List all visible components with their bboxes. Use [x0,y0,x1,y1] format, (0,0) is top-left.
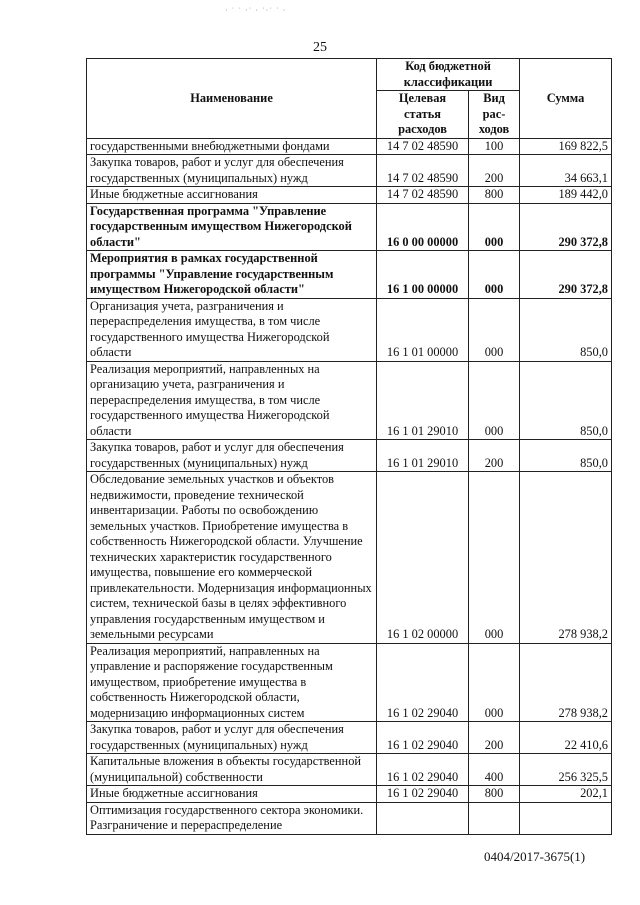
header-name: Наименование [87,59,377,139]
row-name: государственными внебюджетными фондами [87,138,377,155]
row-sum: 290 372,8 [520,203,612,251]
row-target-code: 16 0 00 00000 [377,203,469,251]
header-expense-kind: Вид рас-ходов [468,91,519,139]
page-number: 25 [313,40,327,55]
row-expense-kind: 200 [468,722,519,754]
header-budget-code: Код бюджетной классификации [377,59,520,91]
row-target-code: 16 1 00 00000 [377,251,469,299]
row-target-code: 14 7 02 48590 [377,187,469,204]
row-expense-kind: 100 [468,138,519,155]
row-sum [520,802,612,834]
row-expense-kind: 800 [468,786,519,803]
table-row [87,361,612,440]
table-row [87,643,612,722]
row-target-code: 16 1 02 29040 [377,643,469,722]
row-name: Закупка товаров, работ и услуг для обеспечения государственных (муниципальных) нужд [87,722,377,754]
row-expense-kind: 000 [468,203,519,251]
row-sum: 202,1 [520,786,612,803]
table-row [87,440,612,472]
row-target-code: 14 7 02 48590 [377,138,469,155]
table-row [87,138,612,155]
table-row [87,722,612,754]
row-name: Организация учета, разграничения и перераспределения имущества, в том числе государственного имущества Нижегородской области [87,298,377,361]
table-row [87,187,612,204]
row-sum: 278 938,2 [520,472,612,644]
row-expense-kind: 400 [468,754,519,786]
row-target-code [377,802,469,834]
row-target-code: 16 1 01 00000 [377,298,469,361]
table-body [87,138,612,834]
table-row [87,251,612,299]
row-target-code: 16 1 01 29010 [377,361,469,440]
table-row [87,298,612,361]
row-name: Закупка товаров, работ и услуг для обеспечения государственных (муниципальных) нужд [87,440,377,472]
row-target-code: 16 1 02 00000 [377,472,469,644]
row-sum: 850,0 [520,440,612,472]
row-name: Капитальные вложения в объекты государственной (муниципальной) собственности [87,754,377,786]
row-target-code: 16 1 02 29040 [377,786,469,803]
row-sum: 850,0 [520,298,612,361]
row-name: Обследование земельных участков и объектов недвижимости, проведение технической инвентаризации. Работы по освобождению земельных участков. Приобретение имущества в собственность Нижегородской области. Улучшение технических характеристик государственного имущества, повышение его коммерческой привлекательности. Модернизация информационных систем, технической базы в целях эффективного управления государственным имуществом и земельными ресурсами [87,472,377,644]
row-name: Мероприятия в рамках государственной программы "Управление государственным имуществом Нижегородской области" [87,251,377,299]
row-expense-kind: 000 [468,361,519,440]
row-target-code: 16 1 02 29040 [377,722,469,754]
row-expense-kind: 000 [468,472,519,644]
row-expense-kind: 000 [468,298,519,361]
row-name: Государственная программа "Управление государственным имуществом Нижегородской области" [87,203,377,251]
row-target-code: 14 7 02 48590 [377,155,469,187]
row-expense-kind [468,802,519,834]
row-target-code: 16 1 02 29040 [377,754,469,786]
row-name: Реализация мероприятий, направленных на управление и распоряжение государственным имуществом, приобретение имущества в собственность Нижегородской области, модернизацию информационных систем [87,643,377,722]
row-sum: 34 663,1 [520,155,612,187]
row-sum: 169 822,5 [520,138,612,155]
budget-table [86,58,612,835]
table-row [87,203,612,251]
row-sum: 850,0 [520,361,612,440]
row-target-code: 16 1 01 29010 [377,440,469,472]
table-row [87,786,612,803]
row-expense-kind: 200 [468,440,519,472]
row-expense-kind: 000 [468,251,519,299]
row-expense-kind: 800 [468,187,519,204]
header-sum: Сумма [520,59,612,139]
table-row [87,155,612,187]
header-target-article: Целевая статья расходов [377,91,469,139]
row-sum: 22 410,6 [520,722,612,754]
row-name: Оптимизация государственного сектора экономики. Разграничение и перераспределение [87,802,377,834]
row-sum: 256 325,5 [520,754,612,786]
row-sum: 278 938,2 [520,643,612,722]
row-name: Закупка товаров, работ и услуг для обеспечения государственных (муниципальных) нужд [87,155,377,187]
row-name: Иные бюджетные ассигнования [87,786,377,803]
row-expense-kind: 200 [468,155,519,187]
scan-artifact: · ˙ ˙ ·˙ · ˙·˙ ˙ · [225,6,287,15]
table-row [87,802,612,834]
row-sum: 189 442,0 [520,187,612,204]
row-name: Реализация мероприятий, направленных на организацию учета, разграничения и перераспределения имущества, в том числе государственного имущества Нижегородской области [87,361,377,440]
header-row [87,59,612,91]
document-reference: 0404/2017-3675(1) [484,849,586,864]
row-expense-kind: 000 [468,643,519,722]
row-name: Иные бюджетные ассигнования [87,187,377,204]
table-row [87,472,612,644]
row-sum: 290 372,8 [520,251,612,299]
table-row [87,754,612,786]
